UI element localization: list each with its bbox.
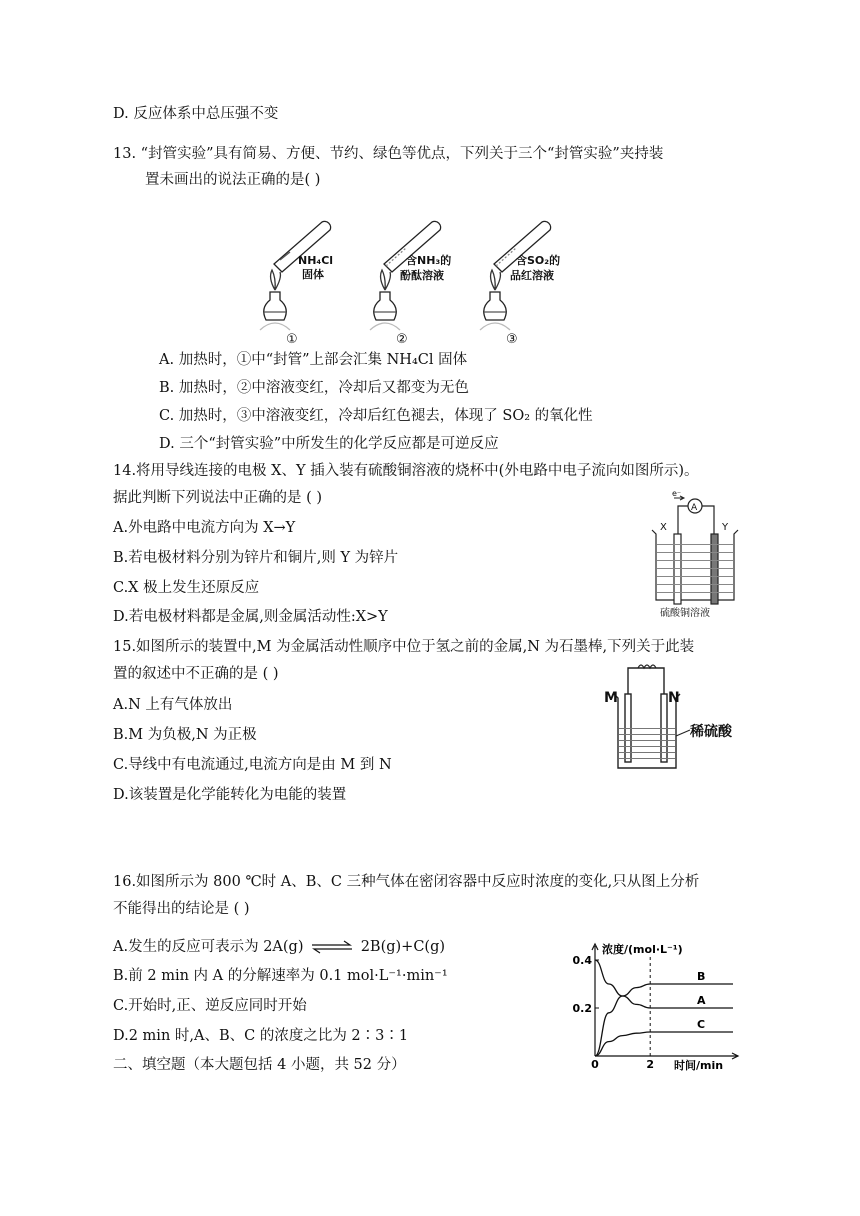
q15-stem-line2: 置的叙述中不正确的是 ( ) bbox=[113, 666, 279, 682]
q13-option-a: A. 加热时，①中“封管”上部会汇集 NH₄Cl 固体 bbox=[159, 352, 468, 368]
q16-stem-line2: 不能得出的结论是 ( ) bbox=[113, 901, 250, 917]
q14-option-c: C.X 极上发生还原反应 bbox=[113, 580, 260, 596]
section-2-heading: 二、填空题（本大题包括 4 小题，共 52 分） bbox=[113, 1057, 406, 1073]
y-tick-label: 0.4 bbox=[572, 954, 592, 967]
q15-option-a: A.N 上有气体放出 bbox=[113, 697, 233, 713]
q16-option-a-right: 2B(g)+C(g) bbox=[360, 939, 446, 955]
q16-option-b: B.前 2 min 内 A 的分解速率为 0.1 mol·L⁻¹·min⁻¹ bbox=[113, 968, 448, 984]
electron-label: e⁻ bbox=[672, 489, 682, 498]
q14-option-b: B.若电极材料分别为锌片和铜片,则 Y 为锌片 bbox=[113, 550, 399, 566]
q16-option-c: C.开始时,正、逆反应同时开始 bbox=[113, 998, 307, 1014]
q15-option-b: B.M 为负极,N 为正极 bbox=[113, 727, 257, 743]
q14-stem-line2: 据此判断下列说法中正确的是 ( ) bbox=[113, 490, 323, 506]
electrode-x-label: X bbox=[660, 522, 667, 533]
tube-2-label-a: 含NH₃的 bbox=[406, 254, 452, 267]
dilute-sulfuric-acid-label: 稀硫酸 bbox=[690, 724, 732, 740]
tube-1-label-b: 固体 bbox=[302, 268, 324, 281]
x-tick-label: 0 bbox=[591, 1058, 599, 1071]
tube-3-label-a: 含SO₂的 bbox=[516, 254, 561, 267]
concentration-chart bbox=[568, 938, 744, 1070]
tube-2-number: ② bbox=[396, 332, 408, 347]
q14-option-a: A.外电路中电流方向为 X→Y bbox=[113, 520, 296, 536]
y-tick-label: 0.2 bbox=[572, 1002, 592, 1015]
q16-option-d: D.2 min 时,A、B、C 的浓度之比为 2∶3∶1 bbox=[113, 1028, 409, 1044]
copper-sulfate-cell-figure bbox=[646, 489, 746, 622]
cell-caption: 硫酸铜溶液 bbox=[660, 608, 710, 619]
q14-stem-line1: 14.将用导线连接的电极 X、Y 插入装有硫酸铜溶液的烧杯中(外电路中电子流向如图所示)。 bbox=[113, 463, 699, 479]
q16-stem-line1: 16.如图所示为 800 ℃时 A、B、C 三种气体在密闭容器中反应时浓度的变化,只从图上分析 bbox=[113, 874, 700, 890]
q15-option-c: C.导线中有电流通过,电流方向是由 M 到 N bbox=[113, 757, 392, 773]
q13-stem-line2: 置未画出的说法正确的是( ) bbox=[145, 172, 321, 188]
electrode-m-label: M bbox=[604, 690, 618, 706]
tube-3-label-b: 品红溶液 bbox=[510, 269, 554, 282]
q14-option-d: D.若电极材料都是金属,则金属活动性:X>Y bbox=[113, 609, 388, 625]
q16-option-a-left: A.发生的反应可表示为 2A(g) bbox=[113, 939, 304, 955]
series-label-A: A bbox=[697, 994, 706, 1007]
electrode-y-label: Y bbox=[722, 522, 729, 533]
tube-3-number: ③ bbox=[506, 332, 518, 347]
dilute-acid-cell-figure bbox=[600, 664, 750, 774]
reversible-arrow-icon bbox=[310, 940, 354, 954]
series-line-B bbox=[595, 984, 733, 1056]
q13-option-b: B. 加热时，②中溶液变红，冷却后又都变为无色 bbox=[159, 380, 469, 396]
q16-option-a bbox=[113, 937, 445, 957]
electrode-n-label: N bbox=[668, 690, 680, 706]
series-line-C bbox=[595, 1032, 733, 1056]
series-label-B: B bbox=[697, 970, 706, 983]
y-axis-label: 浓度/(mol·L⁻¹) bbox=[602, 943, 683, 956]
q13-option-c: C. 加热时，③中溶液变红，冷却后红色褪去，体现了 SO₂ 的氧化性 bbox=[159, 408, 593, 424]
sealed-tube-figure bbox=[256, 212, 576, 348]
x-tick-label: 2 bbox=[646, 1058, 655, 1071]
ammeter-label: A bbox=[691, 503, 698, 513]
series-label-C: C bbox=[697, 1018, 706, 1031]
tube-1-label-a: NH₄Cl bbox=[298, 254, 334, 267]
q15-stem-line1: 15.如图所示的装置中,M 为金属活动性顺序中位于氢之前的金属,N 为石墨棒,下列关于此装 bbox=[113, 639, 695, 655]
q13-option-d: D. 三个“封管实验”中所发生的化学反应都是可逆反应 bbox=[159, 436, 499, 452]
tube-2-label-b: 酚酞溶液 bbox=[400, 269, 444, 282]
q12-option-d: D. 反应体系中总压强不变 bbox=[113, 106, 279, 122]
q15-option-d: D.该装置是化学能转化为电能的装置 bbox=[113, 787, 347, 803]
q13-stem-line1: 13. “封管实验”具有简易、方便、节约、绿色等优点，下列关于三个“封管实验”夹持装 bbox=[113, 146, 664, 162]
x-axis-label: 时间/min bbox=[674, 1059, 724, 1072]
tube-1-number: ① bbox=[286, 332, 298, 347]
